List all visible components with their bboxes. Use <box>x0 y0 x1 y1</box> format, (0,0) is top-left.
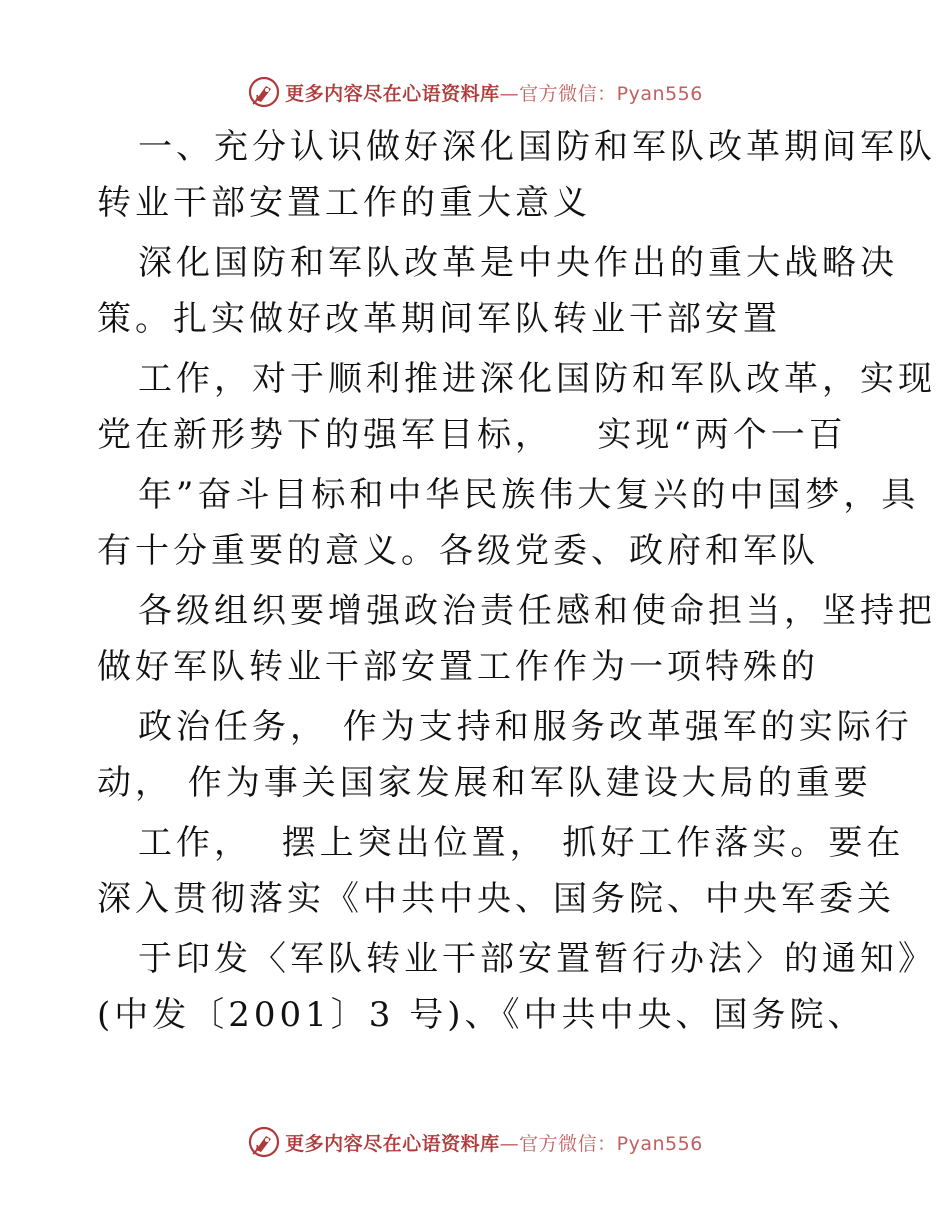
body-line: 年”奋斗目标和中华民族伟大复兴的中国梦，具 <box>138 475 920 515</box>
watermark-wechat: —官方微信：Pyan556 <box>499 1132 703 1155</box>
body-line: (中发〔2001〕3 号)、《中共中央、国务院、 <box>97 995 866 1035</box>
body-line: 转业干部安置工作的重大意义 <box>97 183 591 223</box>
watermark-brand: 更多内容尽在心语资料库 <box>285 1132 500 1155</box>
body-line: 有十分重要的意义。各级党委、政府和军队 <box>97 531 819 571</box>
watermark-text <box>285 1129 703 1156</box>
footer-watermark <box>0 1122 950 1162</box>
body-line: 各级组织要增强政治责任感和使命担当，坚持把 <box>138 591 936 631</box>
body-line: 策。扎实做好改革期间军队转业干部安置 <box>97 299 781 339</box>
body-line: 一、充分认识做好深化国防和军队改革期间军队 <box>138 127 936 167</box>
body-line: 动， 作为事关国家发展和军队建设大局的重要 <box>97 763 872 803</box>
body-line: 政治任务， 作为支持和服务改革强军的实际行 <box>138 707 913 747</box>
body-line: 工作， 摆上突出位置， 抓好工作落实。要在 <box>138 823 905 863</box>
body-line: 做好军队转业干部安置工作作为一项特殊的 <box>97 647 819 687</box>
body-line: 工作，对于顺利推进深化国防和军队改革，实现 <box>138 359 936 399</box>
pen-nib-logo-icon <box>247 1125 281 1159</box>
body-line: 深入贯彻落实《中共中央、国务院、中央军委关 <box>97 879 895 919</box>
watermark-brand: 更多内容尽在心语资料库 <box>285 82 500 105</box>
body-line: 党在新形势下的强军目标， 实现“两个一百 <box>97 415 847 455</box>
watermark-wechat: —官方微信：Pyan556 <box>499 82 703 105</box>
body-line: 于印发〈军队转业干部安置暂行办法〉的通知》 <box>138 939 936 979</box>
body-line: 深化国防和军队改革是中央作出的重大战略决 <box>138 243 898 283</box>
